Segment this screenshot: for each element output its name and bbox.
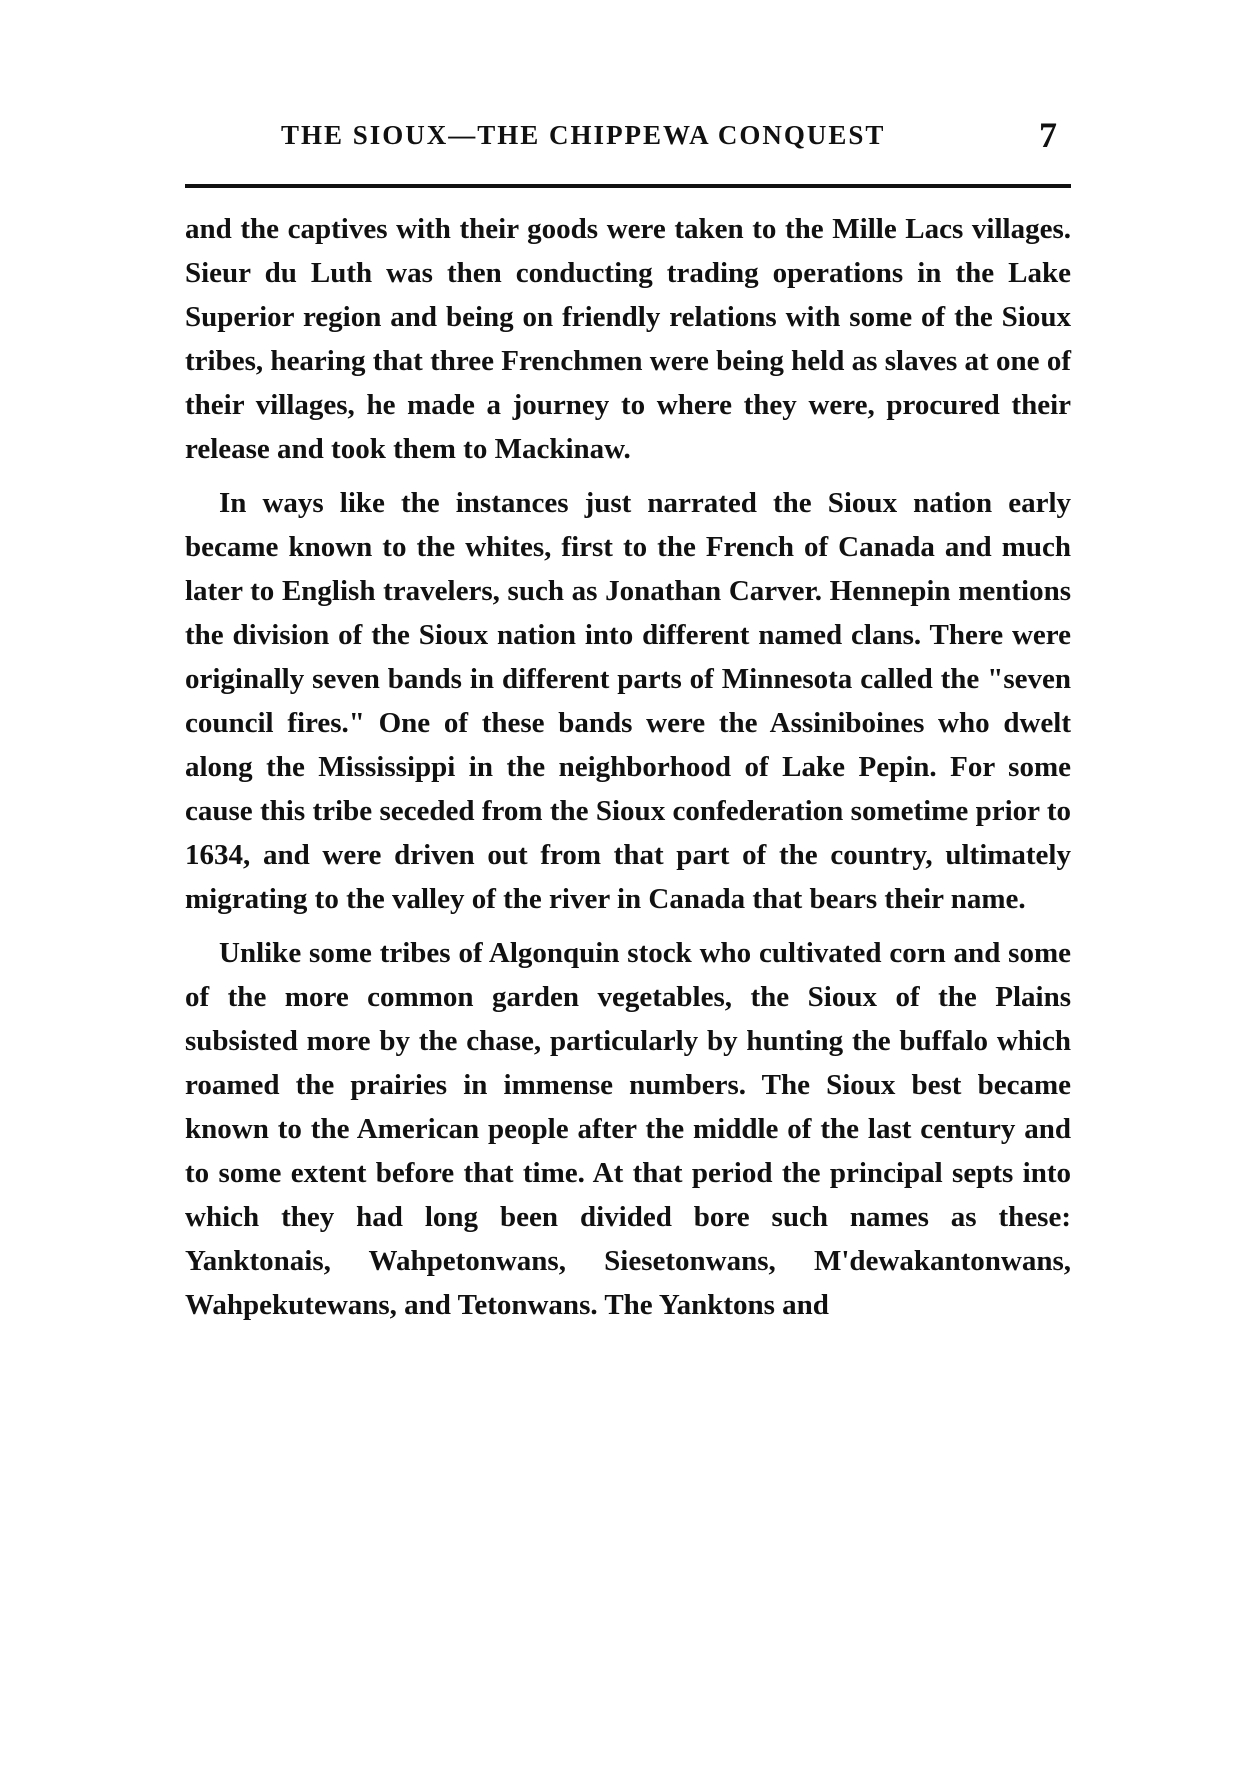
running-title: THE SIOUX—THE CHIPPEWA CONQUEST — [281, 120, 886, 150]
running-head — [185, 112, 1065, 156]
paragraph-sioux-nation: In ways like the instances just narrated the Sioux nation early became known to the whites, first to the French of Canada and much later to English travelers, such as Jonathan Carver. Hennepin mentions the division of the Sioux nation into different named clans. There were originally seven bands in different parts of Minnesota called the "seven council fires." One of these bands were the Assiniboines who dwelt along the Mississippi in the neighborhood of Lake Pepin. For some cause this tribe seceded from the Sioux confederation sometime prior to 1634, and were driven out from that part of the country, ultimately migrating to the valley of the river in Canada that bears their name. — [185, 486, 1071, 916]
body-text — [185, 207, 1071, 1327]
paragraph-plains-sioux: Unlike some tribes of Algonquin stock who cultivated corn and some of the more common garden vegetables, the Sioux of the Plains subsisted more by the chase, particularly by hunting the buffalo which roamed the prairies in immense numbers. The Sioux best became known to the American people after the middle of the last century and to some extent before that time. At that period the principal septs into which they had long been divided bore such names as these: Yanktonais, Wahpetonwans, Siesetonwans, M'dewakantonwans, Wahpekutewans, and Tetonwans. The Yanktons and — [185, 936, 1071, 1322]
page-number: 7 — [1039, 115, 1057, 155]
paragraph-continuation: and the captives with their goods were taken to the Mille Lacs villages. Sieur du Luth was then conducting trading operations in the Lake Superior region and being on friendly relations with some of the Sioux tribes, hearing that three Frenchmen were being held as slaves at one of their villages, he made a journey to where they were, procured their release and took them to Mackinaw. — [185, 213, 1071, 466]
header-rule — [185, 184, 1071, 188]
